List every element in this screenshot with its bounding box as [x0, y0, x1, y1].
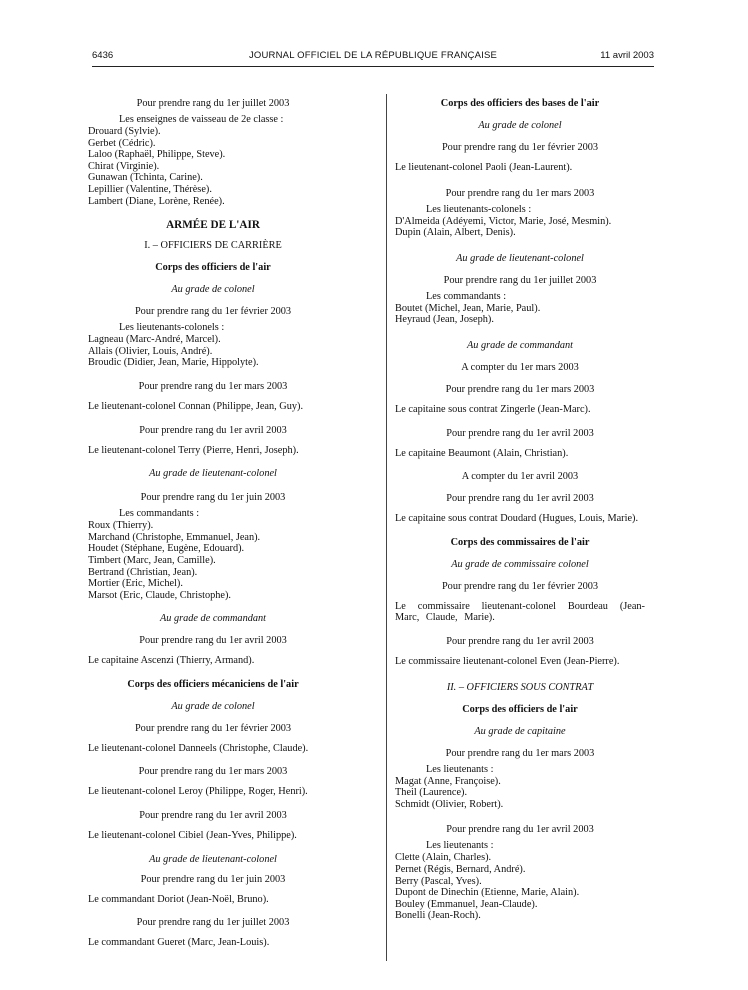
appointment-line: Le commissaire lieutenant-colonel Bourdeau (Jean-Marc, Claude, Marie). [395, 600, 645, 624]
appointment-line: Le commandant Doriot (Jean-Noël, Bruno). [88, 893, 269, 905]
rank-date-line: Pour prendre rang du 1er avril 2003 [446, 824, 594, 836]
list-item: Gerbet (Cédric). [88, 137, 156, 149]
list-item: Bertrand (Christian, Jean). [88, 566, 198, 578]
list-item: Dupin (Alain, Albert, Denis). [395, 227, 516, 239]
corps-heading: Corps des officiers de l'air [155, 262, 271, 274]
list-item: Mortier (Eric, Michel). [88, 578, 183, 590]
rank-date-line: Pour prendre rang du 1er avril 2003 [139, 635, 287, 647]
page-number: 6436 [92, 50, 114, 61]
list-item: Clette (Alain, Charles). [395, 852, 492, 864]
list-item: Drouard (Sylvie). [88, 126, 161, 137]
list-heading: Les lieutenants : [426, 840, 494, 852]
list-item: Lagneau (Marc-André, Marcel). [88, 334, 221, 346]
rank-date-line: Pour prendre rang du 1er juillet 2003 [136, 917, 290, 929]
appointment-line: Le lieutenant-colonel Leroy (Philippe, Roger, Henri). [88, 786, 308, 798]
appointment-line: Le capitaine Ascenzi (Thierry, Armand). [88, 655, 255, 667]
list-item: Schmidt (Olivier, Robert). [395, 798, 504, 810]
rank-date-line: Pour prendre rang du 1er juillet 2003 [136, 98, 290, 109]
grade-heading: Au grade de commandant [466, 339, 574, 351]
list-heading: Les commandants : [426, 290, 507, 302]
rank-date-line: Pour prendre rang du 1er février 2003 [134, 722, 292, 734]
appointment-line: Le lieutenant-colonel Connan (Philippe, Jean, Guy). [88, 400, 304, 412]
list-item: Gunawan (Tchinta, Carine). [88, 172, 203, 184]
rank-date-line: Pour prendre rang du 1er mars 2003 [138, 380, 288, 392]
rank-date-line: Pour prendre rang du 1er avril 2003 [446, 493, 594, 505]
grade-heading: Au grade de capitaine [474, 725, 566, 737]
subsection-heading [88, 240, 338, 252]
list-item: Lambert (Diane, Lorène, Renée). [88, 195, 225, 207]
rank-date-line: Pour prendre rang du 1er juin 2003 [140, 492, 286, 504]
rank-date-line: Pour prendre rang du 1er avril 2003 [139, 424, 287, 436]
rank-date-line: Pour prendre rang du 1er février 2003 [134, 306, 292, 318]
subsection-title: I. – OFFICIERS DE CARRIÈRE [144, 240, 282, 252]
effective-date-line: A compter du 1er mars 2003 [461, 361, 579, 373]
list-item: Marchand (Christophe, Emmanuel, Jean). [88, 531, 261, 543]
list-item: Bonelli (Jean-Roch). [395, 910, 481, 922]
list-item: Chirat (Virginie). [88, 160, 160, 172]
appointment-line: Le capitaine Beaumont (Alain, Christian). [395, 447, 569, 459]
header-rule [92, 66, 654, 67]
list-item: Houdet (Stéphane, Eugène, Edouard). [88, 543, 245, 555]
list-item: Boutet (Michel, Jean, Marie, Paul). [395, 302, 541, 314]
list-item: D'Almeida (Adéyemi, Victor, Marie, José, Mesmin). [395, 215, 612, 227]
corps-heading: Corps des officiers de l'air [462, 703, 578, 715]
list-heading: Les commandants : [119, 508, 200, 520]
list-item: Magat (Anne, Françoise). [395, 775, 501, 787]
left-column [88, 98, 338, 949]
rank-date-line: Pour prendre rang du 1er mars 2003 [445, 187, 595, 199]
grade-heading: Au grade de lieutenant-colonel [149, 853, 277, 865]
list-heading: Les lieutenants : [426, 763, 494, 775]
rank-date-line: Pour prendre rang du 1er mars 2003 [445, 383, 595, 395]
list-heading: Les enseignes de vaisseau de 2e classe : [119, 114, 284, 125]
journal-title: JOURNAL OFFICIEL DE LA RÉPUBLIQUE FRANÇAISE [248, 50, 498, 61]
grade-heading: Au grade de commissaire colonel [451, 558, 589, 570]
list-item: Pernet (Régis, Bernard, André). [395, 863, 526, 875]
appointment-line: Le lieutenant-colonel Paoli (Jean-Laurent). [395, 162, 573, 173]
list-item: Broudic (Didier, Jean, Marie, Hippolyte). [88, 357, 259, 369]
list-heading: Les lieutenants-colonels : [426, 203, 532, 215]
grade-heading: Au grade de colonel [171, 700, 255, 712]
appointment-line: Le commissaire lieutenant-colonel Even (Jean-Pierre). [395, 655, 620, 667]
appointment-line: Le capitaine sous contrat Zingerle (Jean-Marc). [395, 403, 591, 415]
appointment-line: Le lieutenant-colonel Cibiel (Jean-Yves, Philippe). [88, 830, 297, 842]
list-item: Dupont de Dinechin (Etienne, Marie, Alain). [395, 887, 580, 899]
column-divider [386, 94, 387, 961]
list-item: Roux (Thierry). [88, 520, 154, 532]
grade-heading: Au grade de commandant [159, 613, 267, 625]
list-item: Laloo (Raphaël, Philippe, Steve). [88, 149, 226, 161]
rank-date-line: Pour prendre rang du 1er juin 2003 [140, 873, 286, 885]
rank-date-line: Pour prendre rang du 1er avril 2003 [446, 635, 594, 647]
rank-date-line: Pour prendre rang du 1er avril 2003 [446, 427, 594, 439]
appointment-line: Le capitaine sous contrat Doudard (Hugues, Louis, Marie). [395, 513, 639, 525]
rank-date-line: Pour prendre rang du 1er mars 2003 [138, 766, 288, 778]
corps-heading: Corps des officiers des bases de l'air [440, 98, 600, 109]
right-column [395, 98, 645, 922]
rank-date-line: Pour prendre rang du 1er avril 2003 [139, 810, 287, 822]
list-item: Marsot (Eric, Claude, Christophe). [88, 589, 231, 601]
list-item: Berry (Pascal, Yves). [395, 875, 482, 887]
grade-heading: Au grade de lieutenant-colonel [149, 468, 277, 480]
grade-heading: Au grade de colonel [478, 120, 562, 131]
list-item: Bouley (Emmanuel, Jean-Claude). [395, 898, 538, 910]
list-item: Theil (Laurence). [395, 787, 468, 799]
corps-heading: Corps des officiers mécaniciens de l'air [127, 678, 299, 690]
rank-date-line: Pour prendre rang du 1er février 2003 [441, 580, 599, 592]
publication-date: 11 avril 2003 [600, 50, 654, 61]
rank-date-line: Pour prendre rang du 1er février 2003 [441, 142, 599, 153]
grade-heading: Au grade de colonel [171, 284, 255, 296]
list-item: Heyraud (Jean, Joseph). [395, 314, 494, 326]
page-header [92, 50, 654, 64]
rank-date-line: Pour prendre rang du 1er juillet 2003 [443, 274, 597, 286]
section-heading: ARMÉE DE L'AIR [166, 219, 260, 232]
list-item: Lepillier (Valentine, Thérèse). [88, 183, 212, 195]
appointment-line: Le lieutenant-colonel Terry (Pierre, Henri, Joseph). [88, 444, 299, 456]
list-heading: Les lieutenants-colonels : [119, 322, 225, 334]
list-item: Allais (Olivier, Louis, André). [88, 345, 213, 357]
appointment-line: Le commandant Gueret (Marc, Jean-Louis). [88, 937, 270, 949]
list-item: Timbert (Marc, Jean, Camille). [88, 554, 216, 566]
rank-date-line: Pour prendre rang du 1er mars 2003 [445, 747, 595, 759]
effective-date-line: A compter du 1er avril 2003 [461, 471, 579, 483]
appointment-line: Le lieutenant-colonel Danneels (Christophe, Claude). [88, 742, 309, 754]
corps-heading: Corps des commissaires de l'air [450, 536, 590, 548]
subsection-heading: II. – OFFICIERS SOUS CONTRAT [446, 681, 594, 693]
grade-heading: Au grade de lieutenant-colonel [456, 252, 584, 264]
